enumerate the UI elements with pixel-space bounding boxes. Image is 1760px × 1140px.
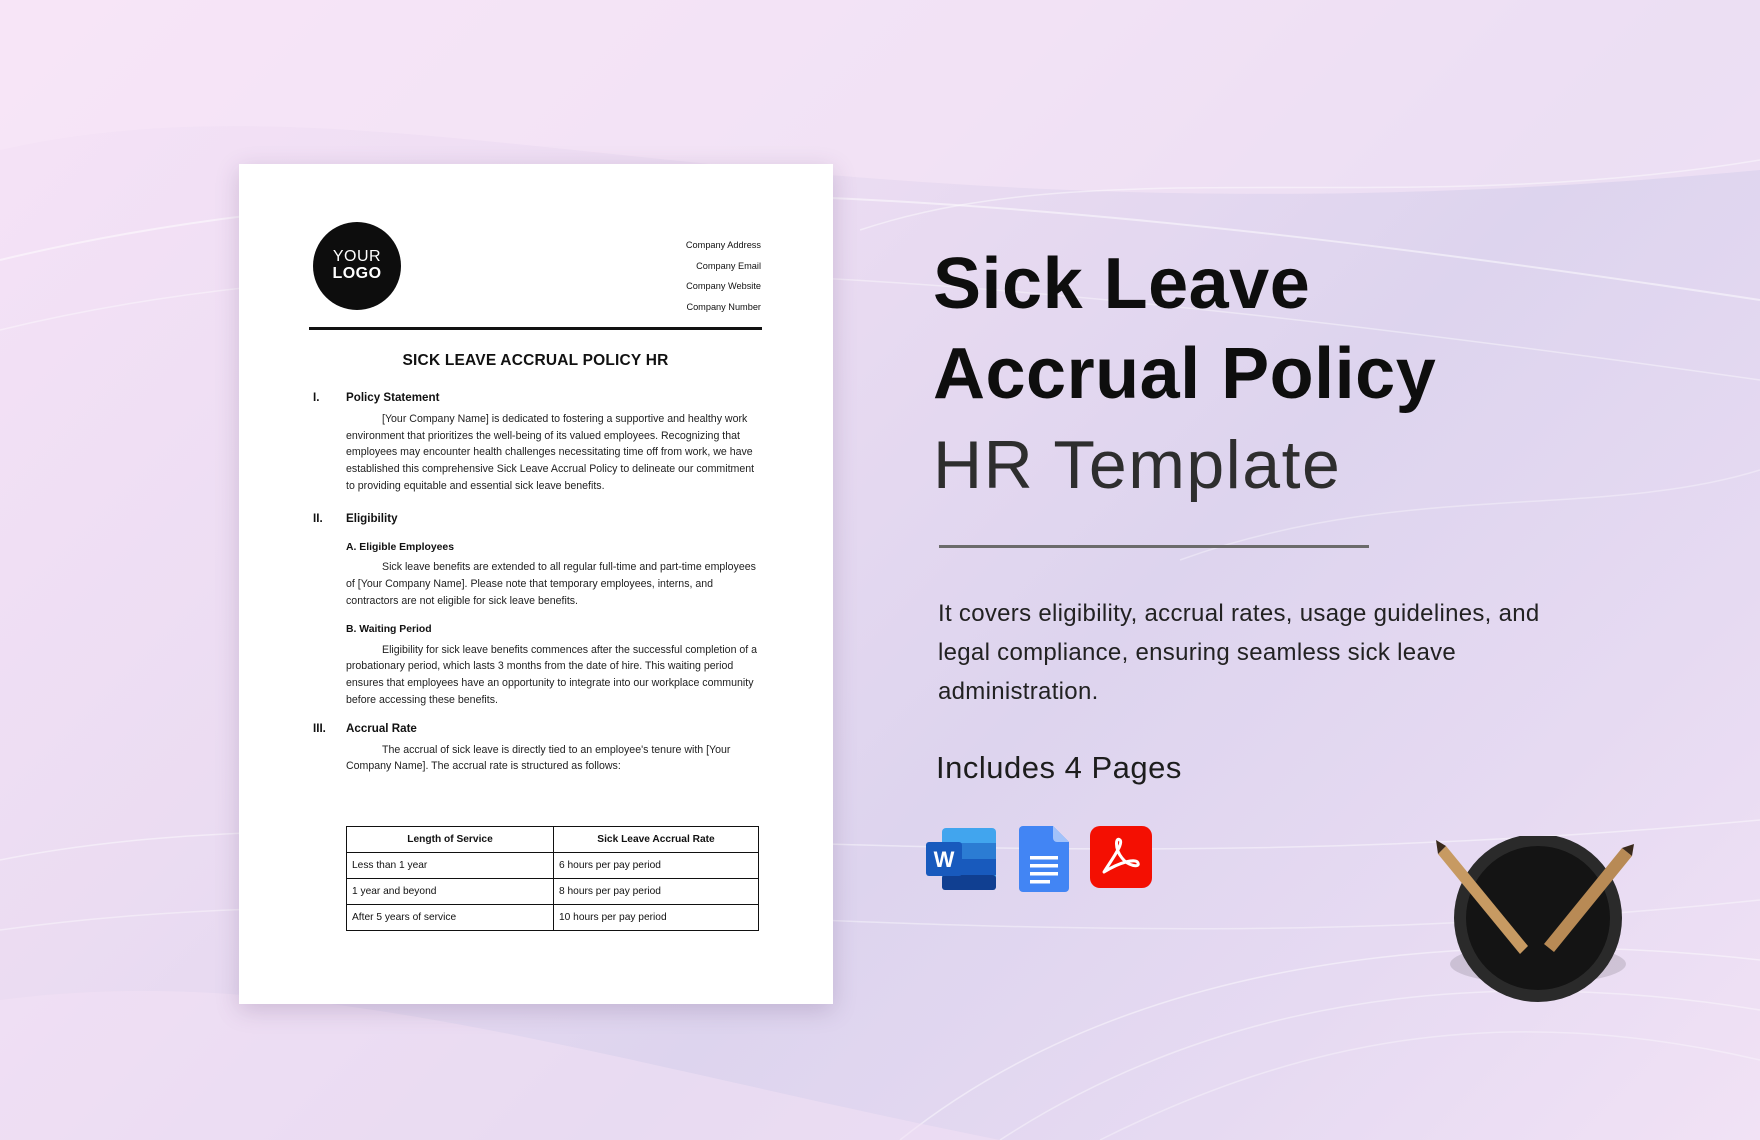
- logo-text-line1: YOUR: [332, 248, 382, 266]
- page-count-value: 4 Pages: [1064, 750, 1182, 785]
- section-title: Eligibility: [346, 511, 398, 525]
- section-number: II.: [313, 511, 323, 525]
- google-docs-icon[interactable]: [1019, 826, 1069, 892]
- adobe-pdf-icon[interactable]: [1090, 826, 1152, 888]
- subsection-paragraph: Eligibility for sick leave benefits commences after the successful completion of a probationary period, which lasts 3 months from the date of hire. This waiting period ensures that employees have an opportunity to integrate into our workplace community before accessing these benefits.: [346, 643, 758, 706]
- table-header-row: [347, 827, 759, 853]
- table-cell: After 5 years of service: [347, 905, 554, 931]
- promo-title-line1: Sick Leave: [933, 244, 1311, 324]
- section-paragraph: [Your Company Name] is dedicated to fostering a supportive and healthy work environment that prioritizes the well-being of its valued employees. Recognizing that employees may encounter health challenges necessitating time off from work, we have established this comprehensive Sick Leave Accrual Policy to delineate our commitment to providing equitable and essential sick leave benefits.: [346, 412, 755, 492]
- document-page-preview: [239, 164, 833, 1004]
- section-title: Policy Statement: [346, 391, 440, 404]
- pencil-cup-decoration: [1436, 836, 1636, 1006]
- table-cell: 6 hours per pay period: [554, 853, 759, 879]
- table-row: [347, 853, 759, 879]
- section-number: III.: [313, 721, 326, 735]
- subsection-title: B. Waiting Period: [346, 623, 432, 635]
- table-cell: 1 year and beyond: [347, 879, 554, 905]
- subsection-title: A. Eligible Employees: [346, 541, 454, 553]
- table-header-cell: Length of Service: [347, 827, 554, 853]
- page-count-label: Includes: [936, 750, 1056, 785]
- table-row: [347, 879, 759, 905]
- promo-divider: [939, 545, 1369, 548]
- table-cell: 8 hours per pay period: [554, 879, 759, 905]
- microsoft-word-icon[interactable]: [926, 826, 998, 892]
- promo-title-line3: HR Template: [933, 427, 1342, 503]
- page-count-line: [936, 750, 1182, 786]
- header-divider: [309, 327, 762, 330]
- company-number: Company Number: [686, 301, 761, 312]
- promo-title-line2: Accrual Policy: [933, 334, 1437, 414]
- section-paragraph: The accrual of sick leave is directly tied to an employee's tenure with [Your Company Name]. The accrual rate is structured as follows:: [346, 743, 731, 773]
- table-cell: Less than 1 year: [347, 853, 554, 879]
- table-header-cell: Sick Leave Accrual Rate: [554, 827, 759, 853]
- document-body: [309, 390, 764, 775]
- section-accrual-rate: [309, 721, 764, 775]
- subsection-paragraph: Sick leave benefits are extended to all regular full-time and part-time employees of [Your Company Name]. Please note that temporary employees, interns, and contractors are not eligible for sick leave benefits.: [346, 561, 756, 607]
- company-address: Company Address: [685, 240, 761, 250]
- section-eligibility: [309, 511, 764, 709]
- accrual-rate-table: [346, 826, 759, 931]
- svg-text:W: W: [933, 847, 955, 872]
- table-cell: 10 hours per pay period: [554, 905, 759, 931]
- logo-text-line2: LOGO: [332, 265, 382, 282]
- section-number: I.: [313, 391, 320, 404]
- company-email: Company Email: [696, 260, 761, 271]
- company-website: Company Website: [686, 281, 761, 291]
- document-title: SICK LEAVE ACCRUAL POLICY HR: [402, 352, 669, 369]
- section-title: Accrual Rate: [346, 721, 417, 735]
- section-policy-statement: [309, 390, 764, 495]
- company-info-block: [686, 235, 761, 317]
- promo-description: It covers eligibility, accrual rates, usage guidelines, and legal compliance, ensuring seamless sick leave administration.: [938, 600, 1540, 705]
- company-logo-placeholder: [313, 222, 401, 310]
- table-row: [347, 905, 759, 931]
